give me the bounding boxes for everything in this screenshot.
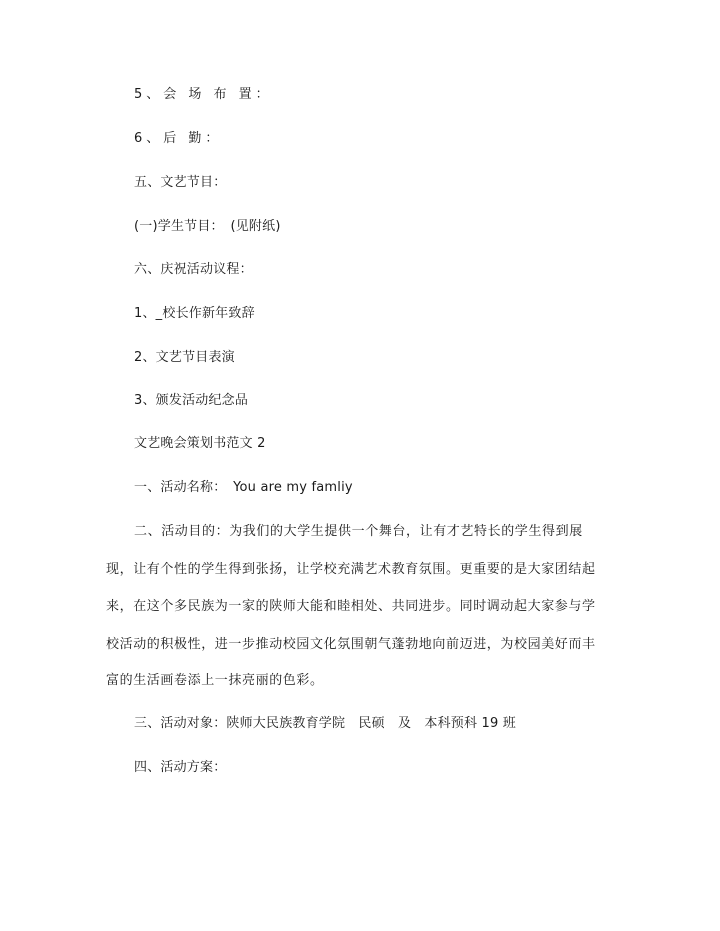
agenda-item-1: 1、_校长作新年致辞 — [134, 306, 255, 321]
paragraph-line: 现，让有个性的学生得到张扬，让学校充满艺术教育氛围。更重要的是大家团结起 — [106, 562, 596, 577]
agenda-item-3: 3、颁发活动纪念品 — [134, 393, 249, 408]
paragraph-line: 二、活动目的：为我们的大学生提供一个舞台，让有才艺特长的学生得到展 — [134, 524, 583, 539]
text-line-venue-setup: 5、会 场 布 置： — [134, 87, 273, 102]
document-subtitle: 文艺晚会策划书范文 2 — [134, 436, 266, 451]
text-line-event-name: 一、活动名称： You are my famliy — [134, 480, 353, 495]
paragraph-line: 来，在这个多民族为一家的陕师大能和睦相处、共同进步。同时调动起大家参与学 — [106, 599, 596, 614]
paragraph-line: 校活动的积极性，进一步推动校园文化氛围朝气蓬勃地向前迈进，为校园美好而丰 — [106, 637, 596, 652]
text-line-logistics: 6、后 勤： — [134, 131, 223, 146]
text-line-target-audience: 三、活动对象：陕师大民族教育学院 民硕 及 本科预科 19 班 — [134, 716, 517, 731]
section-heading-performances: 五、文艺节目： — [134, 175, 227, 190]
paragraph-line: 富的生活画卷添上一抹亮丽的色彩。 — [106, 673, 324, 688]
agenda-item-2: 2、文艺节目表演 — [134, 350, 235, 365]
section-heading-plan: 四、活动方案： — [134, 760, 227, 775]
section-heading-agenda: 六、庆祝活动议程： — [134, 262, 253, 277]
text-line-student-performances: (一)学生节目： (见附纸) — [134, 219, 281, 234]
